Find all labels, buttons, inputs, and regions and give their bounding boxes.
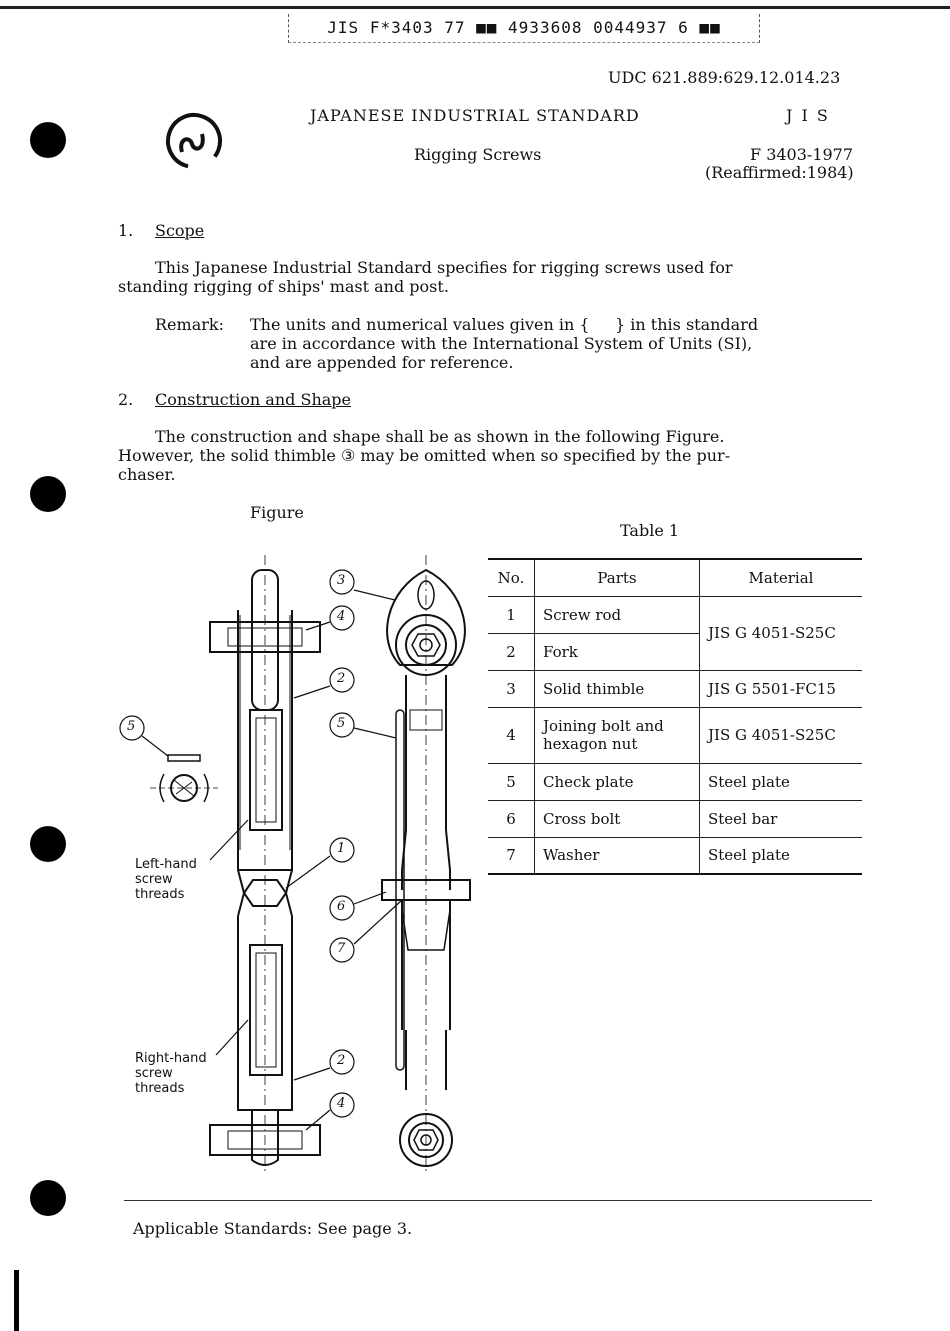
column-header: No. xyxy=(488,559,535,596)
label-line: Right-hand xyxy=(135,1051,207,1066)
jis-label: J I S xyxy=(786,106,830,125)
paragraph-line: The construction and shape shall be as shown in the following Figure. xyxy=(155,427,725,446)
paragraph-line: chaser. xyxy=(118,465,176,484)
document-number: F 3403-1977 xyxy=(750,145,854,164)
footer-note: Applicable Standards: See page 3. xyxy=(133,1219,413,1238)
callout-4: 4 xyxy=(337,609,346,624)
paragraph-line: This Japanese Industrial Standard specifies for rigging screws used for xyxy=(155,258,733,277)
reaffirmed-date: (Reaffirmed:1984) xyxy=(705,163,854,182)
punch-hole xyxy=(30,122,66,158)
callout-1: 1 xyxy=(337,841,346,856)
table-caption: Table 1 xyxy=(620,521,680,540)
header-strip: JIS F*3403 77 ■■ 4933608 0044937 6 ■■ xyxy=(288,14,760,43)
top-scan-line xyxy=(0,6,950,9)
part-name: Washer xyxy=(535,837,700,874)
row-number: 4 xyxy=(488,707,535,763)
label-line: threads xyxy=(135,887,185,902)
udc-code: UDC 621.889:629.12.014.23 xyxy=(608,68,841,87)
document-title: Rigging Screws xyxy=(414,145,542,164)
row-number: 5 xyxy=(488,763,535,800)
section-title: Construction and Shape xyxy=(155,390,351,409)
material: JIS G 4051-S25C xyxy=(700,707,863,763)
material: Steel bar xyxy=(700,800,863,837)
callout-2: 2 xyxy=(337,1053,346,1068)
scan-edge-bar xyxy=(14,1270,19,1331)
row-number: 7 xyxy=(488,837,535,874)
material: Steel plate xyxy=(700,837,863,874)
callout-7: 7 xyxy=(337,941,346,956)
right-hand-threads-label xyxy=(135,1051,207,1096)
table-row xyxy=(488,670,862,707)
part-name-line: Joining bolt and xyxy=(543,717,664,735)
table-row xyxy=(488,596,862,633)
table-row xyxy=(488,837,862,874)
row-number: 2 xyxy=(488,633,535,670)
material: JIS G 4051-S25C xyxy=(700,596,863,670)
row-number: 1 xyxy=(488,596,535,633)
table-row xyxy=(488,800,862,837)
left-hand-threads-label xyxy=(135,857,197,902)
label-line: Left-hand xyxy=(135,857,197,872)
punch-hole xyxy=(30,1180,66,1216)
remark-line: The units and numerical values given in { } in this standard xyxy=(250,315,759,334)
org-name: JAPANESE INDUSTRIAL STANDARD xyxy=(310,106,640,125)
part-name: Solid thimble xyxy=(535,670,700,707)
punch-hole xyxy=(30,476,66,512)
section-title: Scope xyxy=(155,221,205,240)
part-name xyxy=(535,707,700,763)
parts-table xyxy=(488,558,862,875)
remark-line: are in accordance with the International System of Units (SI), xyxy=(250,334,753,353)
column-header: Parts xyxy=(535,559,700,596)
table-row xyxy=(488,763,862,800)
row-number: 6 xyxy=(488,800,535,837)
footer-rule xyxy=(124,1200,872,1201)
callout-3: 3 xyxy=(337,573,346,588)
callout-4: 4 xyxy=(337,1096,346,1111)
part-name: Screw rod xyxy=(535,596,700,633)
part-name: Cross bolt xyxy=(535,800,700,837)
table-header-row xyxy=(488,559,862,596)
label-line: threads xyxy=(135,1081,185,1096)
punch-hole xyxy=(30,826,66,862)
paragraph-line: However, the solid thimble ③ may be omitted when so specified by the pur- xyxy=(118,446,731,465)
callout-5: 5 xyxy=(337,716,346,731)
row-number: 3 xyxy=(488,670,535,707)
label-line: screw xyxy=(135,1066,173,1081)
callout-5: 5 xyxy=(127,719,136,734)
callout-6: 6 xyxy=(337,899,346,914)
part-name-line: hexagon nut xyxy=(543,735,638,753)
jis-logo-icon xyxy=(160,108,230,174)
callout-2: 2 xyxy=(337,671,346,686)
material: JIS G 5501-FC15 xyxy=(700,670,863,707)
section-number: 2. xyxy=(118,390,134,409)
column-header: Material xyxy=(700,559,863,596)
material: Steel plate xyxy=(700,763,863,800)
section-number: 1. xyxy=(118,221,134,240)
figure-caption: Figure xyxy=(250,503,304,522)
label-line: screw xyxy=(135,872,173,887)
remark-line: and are appended for reference. xyxy=(250,353,514,372)
part-name: Fork xyxy=(535,633,700,670)
table-row xyxy=(488,707,862,763)
part-name: Check plate xyxy=(535,763,700,800)
paragraph-line: standing rigging of ships' mast and post. xyxy=(118,277,449,296)
remark-label: Remark: xyxy=(155,315,224,334)
